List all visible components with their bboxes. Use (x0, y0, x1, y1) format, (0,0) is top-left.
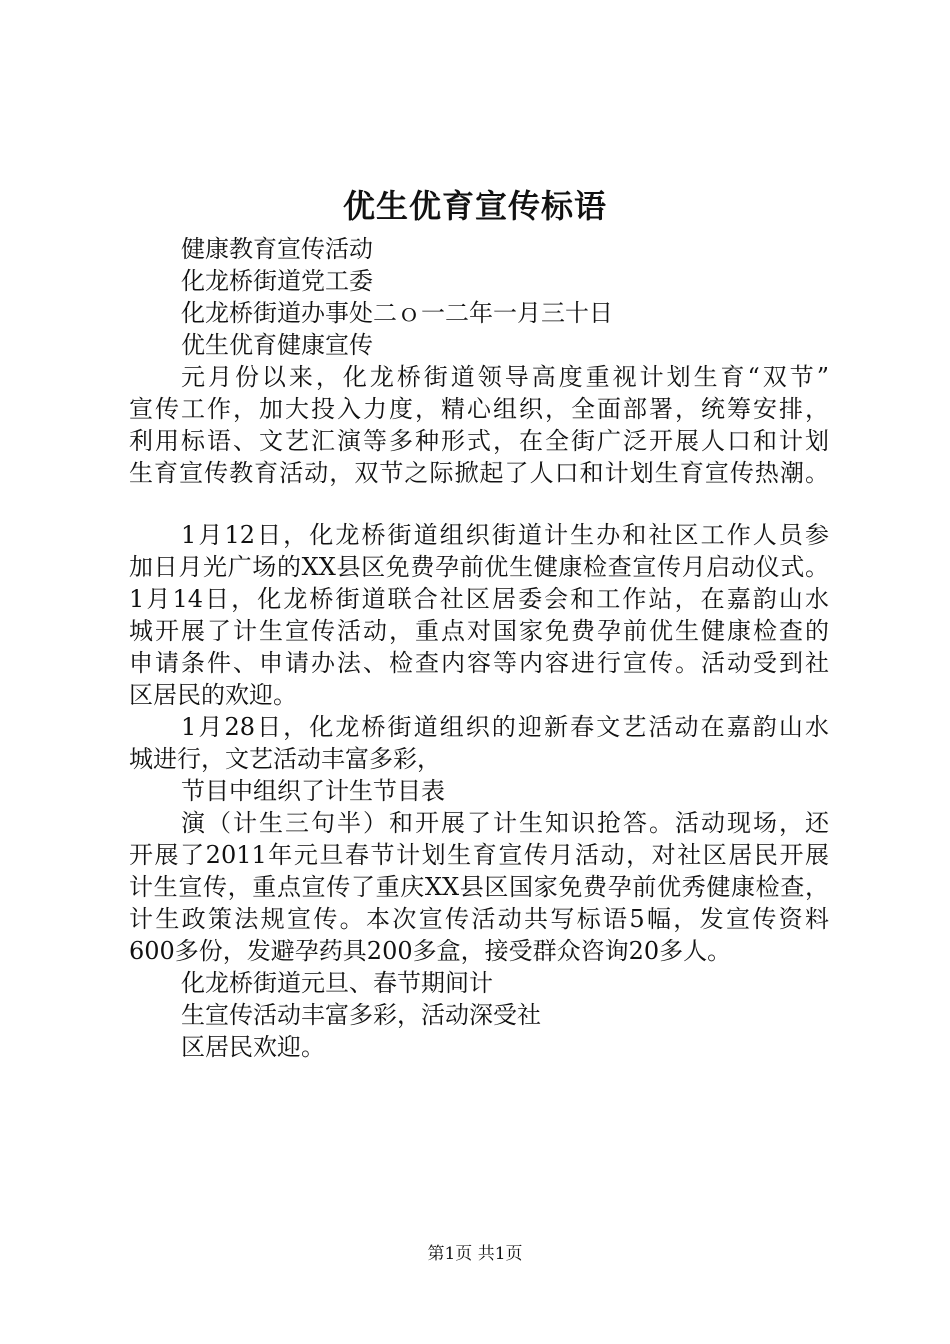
text-line: 健康教育宣传活动 (181, 235, 373, 263)
text-line: 计生政策法规宣传。本次宣传活动共写标语5幅，发宣传资料 (129, 905, 829, 933)
document-title: 优生优育宣传标语 (342, 187, 607, 225)
text-line: 区居民欢迎。 (181, 1033, 325, 1061)
text-line: 1月14日，化龙桥街道联合社区居委会和工作站，在嘉韵山水 (129, 585, 829, 613)
text-line: 生育宣传教育活动，双节之际掀起了人口和计划生育宣传热潮。 (129, 459, 829, 487)
text-line: 城开展了计生宣传活动，重点对国家免费孕前优生健康检查的 (129, 617, 829, 645)
text-line: 开展了2011年元旦春节计划生育宣传月活动，对社区居民开展 (129, 841, 829, 869)
text-line: 演（计生三句半）和开展了计生知识抢答。活动现场，还 (181, 809, 829, 837)
text-line: 1月28日，化龙桥街道组织的迎新春文艺活动在嘉韵山水 (181, 713, 829, 741)
text-line: 生宣传活动丰富多彩，活动深受社 (181, 1001, 541, 1029)
text-line: 区居民的欢迎。 (129, 681, 297, 709)
text-line: 化龙桥街道元旦、春节期间计 (181, 969, 493, 997)
text-line: 元月份以来，化龙桥街道领导高度重视计划生育“双节” (181, 363, 829, 391)
text-line: 城进行，文艺活动丰富多彩， (129, 745, 441, 773)
text-line: 节目中组织了计生节目表 (181, 777, 445, 805)
text-line: 化龙桥街道党工委 (181, 267, 373, 295)
text-line: 计生宣传，重点宣传了重庆XX县区国家免费孕前优秀健康检查， (129, 873, 829, 901)
paragraph-gap (129, 489, 829, 519)
text-line: 优生优育健康宣传 (181, 331, 373, 359)
text-line: 申请条件、申请办法、检查内容等内容进行宣传。活动受到社 (129, 649, 829, 677)
text-line: 利用标语、文艺汇演等多种形式，在全街广泛开展人口和计划 (129, 427, 829, 455)
text-line: 化龙桥街道办事处二ｏ一二年一月三十日 (181, 299, 613, 327)
document-body (129, 233, 829, 1063)
text-line: 600多份，发避孕药具200多盒，接受群众咨询20多人。 (129, 937, 732, 965)
text-line: 1月12日，化龙桥街道组织街道计生办和社区工作人员参 (181, 521, 829, 549)
page-number-footer: 第1页 共1页 (427, 1244, 523, 1264)
text-line: 宣传工作，加大投入力度，精心组织，全面部署，统筹安排， (129, 395, 829, 423)
text-line: 加日月光广场的XX县区免费孕前优生健康检查宣传月启动仪式。 (129, 553, 829, 581)
